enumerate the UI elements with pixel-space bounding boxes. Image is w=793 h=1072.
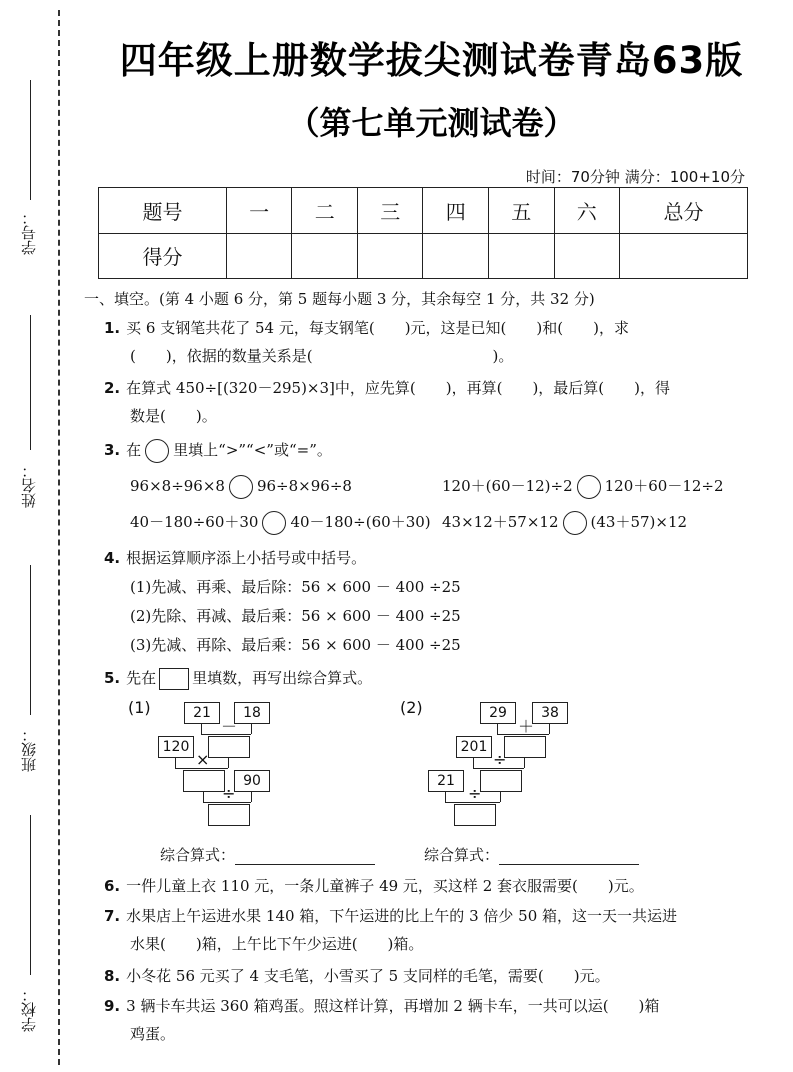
section-heading: 一、填空。(第 4 小题 6 分，第 5 题每小题 3 分，其余每空 1 分，共 32 分) bbox=[84, 290, 595, 308]
diagram-number-box: 21 bbox=[428, 770, 464, 792]
compare-row-1 bbox=[130, 472, 352, 501]
question-text: 数是( )。 bbox=[130, 407, 217, 425]
question-text: 鸡蛋。 bbox=[130, 1025, 176, 1043]
question-text: 买 6 支钢笔共花了 54 元，每支钢笔( )元，这是已知( )和( )，求 bbox=[126, 319, 629, 337]
calc-diagram-1 bbox=[128, 698, 378, 838]
question-number: 7. bbox=[104, 907, 121, 925]
school-line bbox=[30, 815, 31, 975]
diagram-answer-box[interactable] bbox=[183, 770, 225, 792]
page-subtitle: （第七单元测试卷） bbox=[287, 104, 576, 142]
score-cell[interactable] bbox=[423, 233, 489, 279]
question-number: 5. bbox=[104, 669, 121, 687]
diagram-answer-box[interactable] bbox=[454, 804, 496, 826]
score-header-cell: 四 bbox=[423, 188, 489, 234]
dashed-cut-line bbox=[58, 10, 60, 1065]
compare-expr: 96×8÷96×8 bbox=[130, 477, 225, 495]
question-number: 8. bbox=[104, 967, 121, 985]
diagram-operator: ÷ bbox=[468, 784, 482, 803]
compare-circle-icon bbox=[145, 439, 169, 463]
question-text: 里填上“>”“<”或“=”。 bbox=[173, 441, 332, 459]
score-table-score-row bbox=[99, 233, 748, 279]
score-header-cell: 题号 bbox=[99, 188, 227, 234]
score-cell[interactable] bbox=[620, 233, 748, 279]
diagram-operator: － bbox=[221, 717, 238, 736]
compare-answer-circle[interactable] bbox=[563, 511, 587, 535]
fill-box-icon bbox=[159, 668, 189, 690]
diagram-connector bbox=[549, 724, 550, 734]
diagram-connector bbox=[203, 792, 204, 802]
question-text: 里填数，再写出综合算式。 bbox=[192, 669, 373, 687]
question-text: 3 辆卡车共运 360 箱鸡蛋。照这样计算，再增加 2 辆卡车，一共可以运( )箱 bbox=[126, 997, 660, 1015]
diagram-connector bbox=[175, 758, 176, 768]
compare-answer-circle[interactable] bbox=[577, 475, 601, 499]
diagram-number-box: 90 bbox=[234, 770, 270, 792]
student-name-label: 姓名： bbox=[20, 463, 38, 508]
question-number: 4. bbox=[104, 549, 121, 567]
calc-diagram-2 bbox=[400, 698, 660, 838]
student-id-line bbox=[30, 80, 31, 200]
compare-row-2b bbox=[442, 508, 687, 537]
compare-expr: 40－180÷(60＋30) bbox=[290, 513, 431, 531]
diagram-answer-box[interactable] bbox=[208, 804, 250, 826]
diagram-operator: ＋ bbox=[518, 717, 535, 736]
class-line bbox=[30, 565, 31, 715]
score-cell[interactable] bbox=[488, 233, 554, 279]
compare-row-2 bbox=[130, 508, 431, 537]
compare-expr: 43×12＋57×12 bbox=[442, 513, 559, 531]
question-number: 2. bbox=[104, 379, 121, 397]
score-cell[interactable] bbox=[292, 233, 358, 279]
school-field[interactable] bbox=[18, 815, 48, 1045]
diagram-connector bbox=[497, 724, 498, 734]
diagram-connector bbox=[251, 724, 252, 734]
score-header-cell: 总分 bbox=[620, 188, 748, 234]
compare-answer-circle[interactable] bbox=[262, 511, 286, 535]
question-number: 9. bbox=[104, 997, 121, 1015]
diagram-connector bbox=[524, 758, 525, 768]
score-row-label: 得分 bbox=[99, 233, 227, 279]
diagram-operator: ÷ bbox=[222, 784, 236, 803]
class-label: 班级： bbox=[20, 727, 38, 772]
question-text: 在 bbox=[126, 441, 142, 459]
compare-row-1b bbox=[442, 472, 724, 501]
binding-margin bbox=[0, 0, 70, 1072]
diagram-answer-box[interactable] bbox=[208, 736, 250, 758]
score-header-cell: 二 bbox=[292, 188, 358, 234]
diagram-answer-box[interactable] bbox=[480, 770, 522, 792]
page-title: 四年级上册数学拔尖测试卷青岛63版 bbox=[119, 39, 744, 82]
score-cell[interactable] bbox=[554, 233, 620, 279]
class-field[interactable] bbox=[18, 565, 48, 780]
diagram-number-box: 38 bbox=[532, 702, 568, 724]
list-item: (3)先减、再除、最后乘：56 × 600 － 400 ÷25 bbox=[130, 636, 461, 654]
diagram-number-box: 120 bbox=[158, 736, 194, 758]
score-table bbox=[98, 187, 748, 279]
score-header-cell: 一 bbox=[226, 188, 292, 234]
question-text: 水果( )箱，上午比下午少运进( )箱。 bbox=[130, 935, 424, 953]
student-id-field[interactable] bbox=[18, 80, 48, 270]
question-text: ( )，依据的数量关系是( )。 bbox=[130, 347, 514, 365]
student-name-line bbox=[30, 315, 31, 450]
time-info: 时间：70分钟 满分：100+10分 bbox=[525, 168, 745, 186]
score-header-cell: 三 bbox=[357, 188, 423, 234]
diagram-operator: ÷ bbox=[493, 750, 507, 769]
diagram-number-box: 201 bbox=[456, 736, 492, 758]
question-text: 先在 bbox=[126, 669, 157, 687]
diagram-label: (1) bbox=[128, 698, 151, 717]
diagram-answer-box[interactable] bbox=[504, 736, 546, 758]
score-header-cell: 六 bbox=[554, 188, 620, 234]
score-cell[interactable] bbox=[357, 233, 423, 279]
formula-answer-line[interactable] bbox=[499, 848, 639, 865]
diagram-connector bbox=[473, 758, 474, 768]
question-text: 根据运算顺序添上小括号或中括号。 bbox=[126, 549, 367, 567]
formula-label: 综合算式： bbox=[424, 846, 500, 864]
diagram-connector bbox=[251, 792, 252, 802]
question-number: 6. bbox=[104, 877, 121, 895]
compare-expr: 40－180÷60＋30 bbox=[130, 513, 259, 531]
diagram-number-box: 29 bbox=[480, 702, 516, 724]
question-number: 1. bbox=[104, 319, 121, 337]
score-table-header-row bbox=[99, 188, 748, 234]
formula-label: 综合算式： bbox=[160, 846, 236, 864]
compare-expr: 120＋(60－12)÷2 bbox=[442, 477, 573, 495]
compare-expr: 96÷8×96÷8 bbox=[256, 477, 352, 495]
compare-expr: 120＋60－12÷2 bbox=[604, 477, 724, 495]
list-item: (2)先除、再减、最后乘：56 × 600 － 400 ÷25 bbox=[130, 607, 461, 625]
question-number: 3. bbox=[104, 441, 121, 459]
school-label: 学校： bbox=[20, 987, 38, 1032]
compare-expr: (43＋57)×12 bbox=[590, 513, 688, 531]
diagram-connector bbox=[500, 792, 501, 802]
score-header-cell: 五 bbox=[488, 188, 554, 234]
diagram-label: (2) bbox=[400, 698, 423, 717]
formula-answer-line[interactable] bbox=[235, 848, 375, 865]
diagram-operator: × bbox=[196, 750, 210, 769]
list-item: (1)先减、再乘、最后除：56 × 600 － 400 ÷25 bbox=[130, 578, 461, 596]
question-text: 一件儿童上衣 110 元，一条儿童裤子 49 元，买这样 2 套衣服需要( )元。 bbox=[126, 877, 644, 895]
formula-answer-1[interactable] bbox=[160, 844, 375, 865]
diagram-number-box: 18 bbox=[234, 702, 270, 724]
diagram-connector bbox=[201, 724, 202, 734]
compare-answer-circle[interactable] bbox=[229, 475, 253, 499]
question-text: 水果店上午运进水果 140 箱，下午运进的比上午的 3 倍少 50 箱，这一天一共运进 bbox=[126, 907, 678, 925]
student-id-label: 学号： bbox=[20, 210, 38, 255]
score-cell[interactable] bbox=[226, 233, 292, 279]
formula-answer-2[interactable] bbox=[424, 844, 639, 865]
diagram-number-box: 21 bbox=[184, 702, 220, 724]
question-text: 在算式 450÷[(320－295)×3]中，应先算( )，再算( )，最后算( )，得 bbox=[126, 379, 671, 397]
question-text: 小冬花 56 元买了 4 支毛笔，小雪买了 5 支同样的毛笔，需要( )元。 bbox=[126, 967, 610, 985]
diagram-connector bbox=[445, 792, 446, 802]
student-name-field[interactable] bbox=[18, 315, 48, 515]
diagram-connector bbox=[228, 758, 229, 768]
